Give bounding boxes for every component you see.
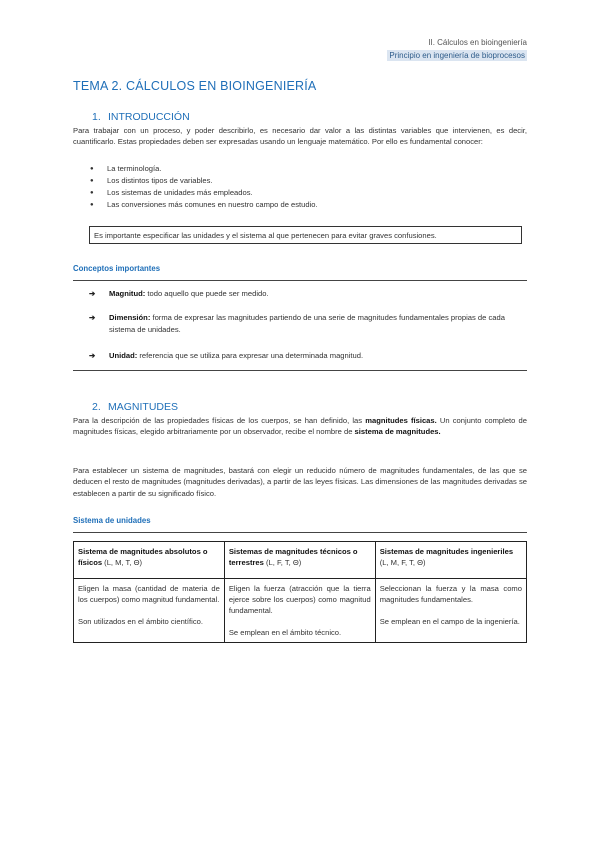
list-item: ● Los sistemas de unidades más empleados. [90, 187, 318, 199]
concept-definition: todo aquello que puede ser medido. [145, 289, 269, 298]
section-heading-magnitudes [92, 401, 178, 413]
section-number: 1. [92, 111, 101, 123]
intro-bullet-list [90, 163, 318, 211]
concept-term: Dimensión: [109, 313, 151, 322]
column-dimensions: (L, M, T, Θ) [102, 558, 143, 567]
cell-text: Se emplean en el campo de la ingeniería. [379, 617, 520, 626]
cell-text: Eligen la masa (cantidad de materia de los cuerpos) como magnitud fundamental. [78, 584, 220, 604]
arrow-icon: ➔ [89, 351, 96, 360]
paragraph-text: Un conjunto completo de magnitudes físicas, elegido arbitrariamente por un observador, recibe el nombre de [73, 416, 527, 437]
section-number: 2. [92, 401, 101, 413]
column-dimensions: (L, F, T, Θ) [263, 558, 302, 567]
cell-text: Se emplean en el ámbito técnico. [228, 628, 342, 637]
column-title: Sistemas de magnitudes ingenieriles [379, 547, 514, 556]
concept-term: Unidad: [109, 351, 138, 360]
table-header-row [74, 542, 527, 579]
subheading-conceptos: Conceptos importantes [73, 264, 161, 273]
cell-text: Son utilizados en el ámbito científico. [78, 617, 203, 626]
divider [73, 532, 527, 533]
column-title: Sistemas de magnitudes técnicos o terrestres [228, 547, 358, 567]
magnitudes-paragraph-2: Para establecer un sistema de magnitudes, bastará con elegir un reducido número de magnitudes fundamentales, de las que se deducen el resto de magnitudes (magnitudes derivadas), a partir de las leyes físicas. Las dimensiones de las magnitudes derivadas se establecen a partir de su significado físico. [73, 466, 527, 498]
header-chapter: II. Cálculos en bioingeniería [428, 38, 527, 47]
cell-text: Eligen la fuerza (atracción que la tierra ejerce sobre los cuerpos) como magnitud fundamental. [228, 584, 371, 615]
boxed-note: Es importante especificar las unidades y el sistema al que pertenecen para evitar graves confusiones. [89, 226, 522, 244]
list-item: ● Las conversiones más comunes en nuestro campo de estudio. [90, 199, 318, 211]
concept-definition: referencia que se utiliza para expresar una determinada magnitud. [137, 351, 364, 360]
page-title: TEMA 2. CÁLCULOS EN BIOINGENIERÍA [73, 79, 317, 93]
arrow-icon: ➔ [89, 313, 96, 322]
table-cell [375, 579, 526, 643]
units-systems-table [73, 541, 527, 643]
table-cell [224, 579, 375, 643]
paragraph-text: Para la descripción de las propiedades físicas de los cuerpos, se han definido, las [73, 416, 366, 425]
divider [73, 370, 527, 371]
table-cell [74, 579, 225, 643]
section-title: INTRODUCCIÓN [108, 111, 190, 123]
running-header [387, 38, 527, 60]
column-title: Sistema de magnitudes absolutos o físicos [78, 547, 208, 567]
section-title: MAGNITUDES [108, 401, 179, 413]
concept-definition: forma de expresar las magnitudes partiendo de una serie de magnitudes fundamentales propias de cada sistema de unidades. [109, 313, 505, 334]
section-heading-introduccion [92, 111, 190, 123]
concept-item [89, 288, 525, 300]
magnitudes-paragraph-1 [73, 415, 527, 438]
concept-item [89, 350, 525, 362]
table-header-cell [74, 542, 225, 579]
column-dimensions: (L, M, F, T, Θ) [379, 558, 426, 567]
divider [73, 280, 527, 281]
bold-term: sistema de magnitudes. [354, 427, 441, 437]
bold-term: magnitudes físicas. [365, 416, 437, 425]
table-header-cell [224, 542, 375, 579]
cell-text: Seleccionan la fuerza y la masa como magnitudes fundamentales. [379, 584, 522, 604]
table-row [74, 579, 527, 643]
list-item: ● Los distintos tipos de variables. [90, 175, 318, 187]
intro-paragraph: Para trabajar con un proceso, y poder describirlo, es necesario dar valor a las distintas variables que intervienen, es decir, cuantificarlo. Estas propiedades deben ser expresadas usando un lenguaje matemático. Por ello es fundamental conocer: [73, 126, 527, 147]
subheading-sistema-unidades: Sistema de unidades [73, 516, 151, 525]
list-item: ● La terminología. [90, 163, 318, 175]
table-header-cell [375, 542, 526, 579]
header-subject: Principio en ingeniería de bioprocesos [389, 51, 525, 60]
concept-item [89, 312, 525, 336]
arrow-icon: ➔ [89, 289, 96, 298]
concept-term: Magnitud: [109, 289, 146, 298]
